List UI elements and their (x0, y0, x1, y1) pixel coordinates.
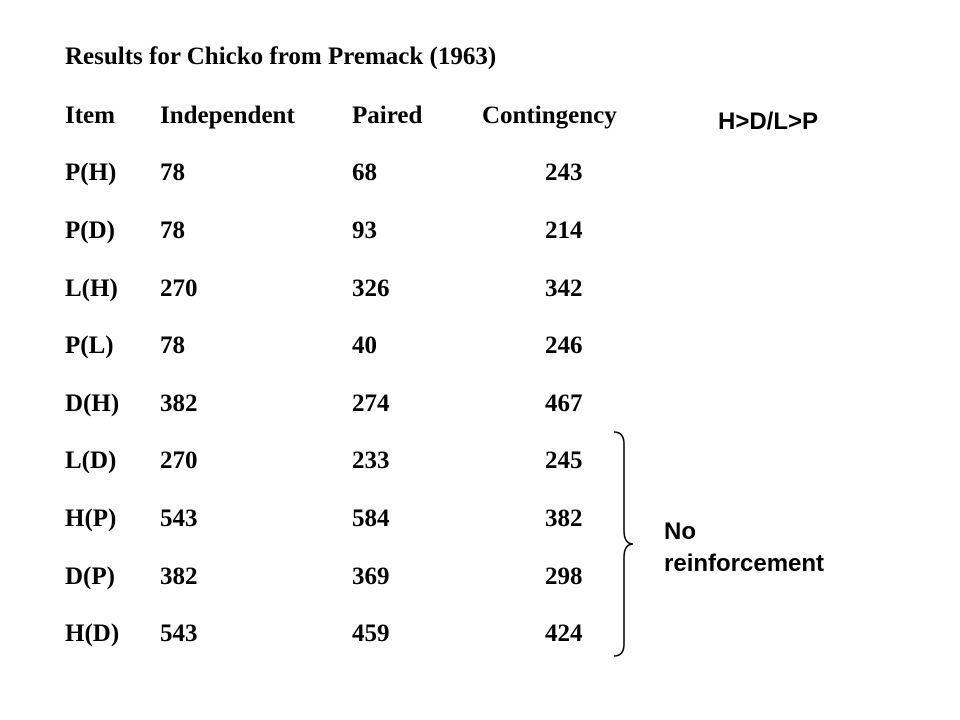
row-4-item: P(L) (65, 332, 114, 359)
header-item: Item (65, 102, 115, 129)
header-paired: Paired (352, 102, 423, 129)
row-5-contingency: 467 (545, 390, 583, 417)
row-7-paired: 584 (352, 505, 390, 532)
no-reinforcement-line-1: No (664, 518, 696, 545)
row-5-item: D(H) (65, 390, 120, 417)
row-8-independent: 382 (160, 563, 198, 590)
row-1-paired: 68 (352, 159, 377, 186)
row-9-independent: 543 (160, 620, 198, 647)
row-8-paired: 369 (352, 563, 390, 590)
row-4-independent: 78 (160, 332, 185, 359)
row-1-independent: 78 (160, 159, 185, 186)
no-reinforcement-line-2: reinforcement (664, 550, 825, 577)
row-2-independent: 78 (160, 217, 185, 244)
row-7-item: H(P) (65, 505, 117, 532)
row-4-contingency: 246 (545, 332, 583, 359)
row-7-independent: 543 (160, 505, 198, 532)
row-7-contingency: 382 (545, 505, 583, 532)
header-contingency: Contingency (482, 102, 617, 129)
row-1-item: P(H) (65, 159, 117, 186)
row-6-independent: 270 (160, 447, 198, 474)
row-3-contingency: 342 (545, 275, 583, 302)
row-9-contingency: 424 (545, 620, 583, 647)
row-5-independent: 382 (160, 390, 198, 417)
row-2-contingency: 214 (545, 217, 583, 244)
row-5-paired: 274 (352, 390, 390, 417)
row-3-independent: 270 (160, 275, 198, 302)
row-2-paired: 93 (352, 217, 377, 244)
header-independent: Independent (160, 102, 295, 129)
right-brace-icon (612, 430, 636, 658)
row-8-contingency: 298 (545, 563, 583, 590)
row-2-item: P(D) (65, 217, 115, 244)
row-8-item: D(P) (65, 563, 115, 590)
row-3-item: L(H) (65, 275, 118, 302)
row-9-item: H(D) (65, 620, 120, 647)
row-6-item: L(D) (65, 447, 117, 474)
row-3-paired: 326 (352, 275, 390, 302)
row-6-contingency: 245 (545, 447, 583, 474)
row-1-contingency: 243 (545, 159, 583, 186)
row-6-paired: 233 (352, 447, 390, 474)
row-9-paired: 459 (352, 620, 390, 647)
slide-title: Results for Chicko from Premack (1963) (65, 43, 497, 70)
preference-order-note: H>D/L>P (718, 108, 819, 135)
row-4-paired: 40 (352, 332, 377, 359)
no-reinforcement-note (664, 516, 824, 580)
